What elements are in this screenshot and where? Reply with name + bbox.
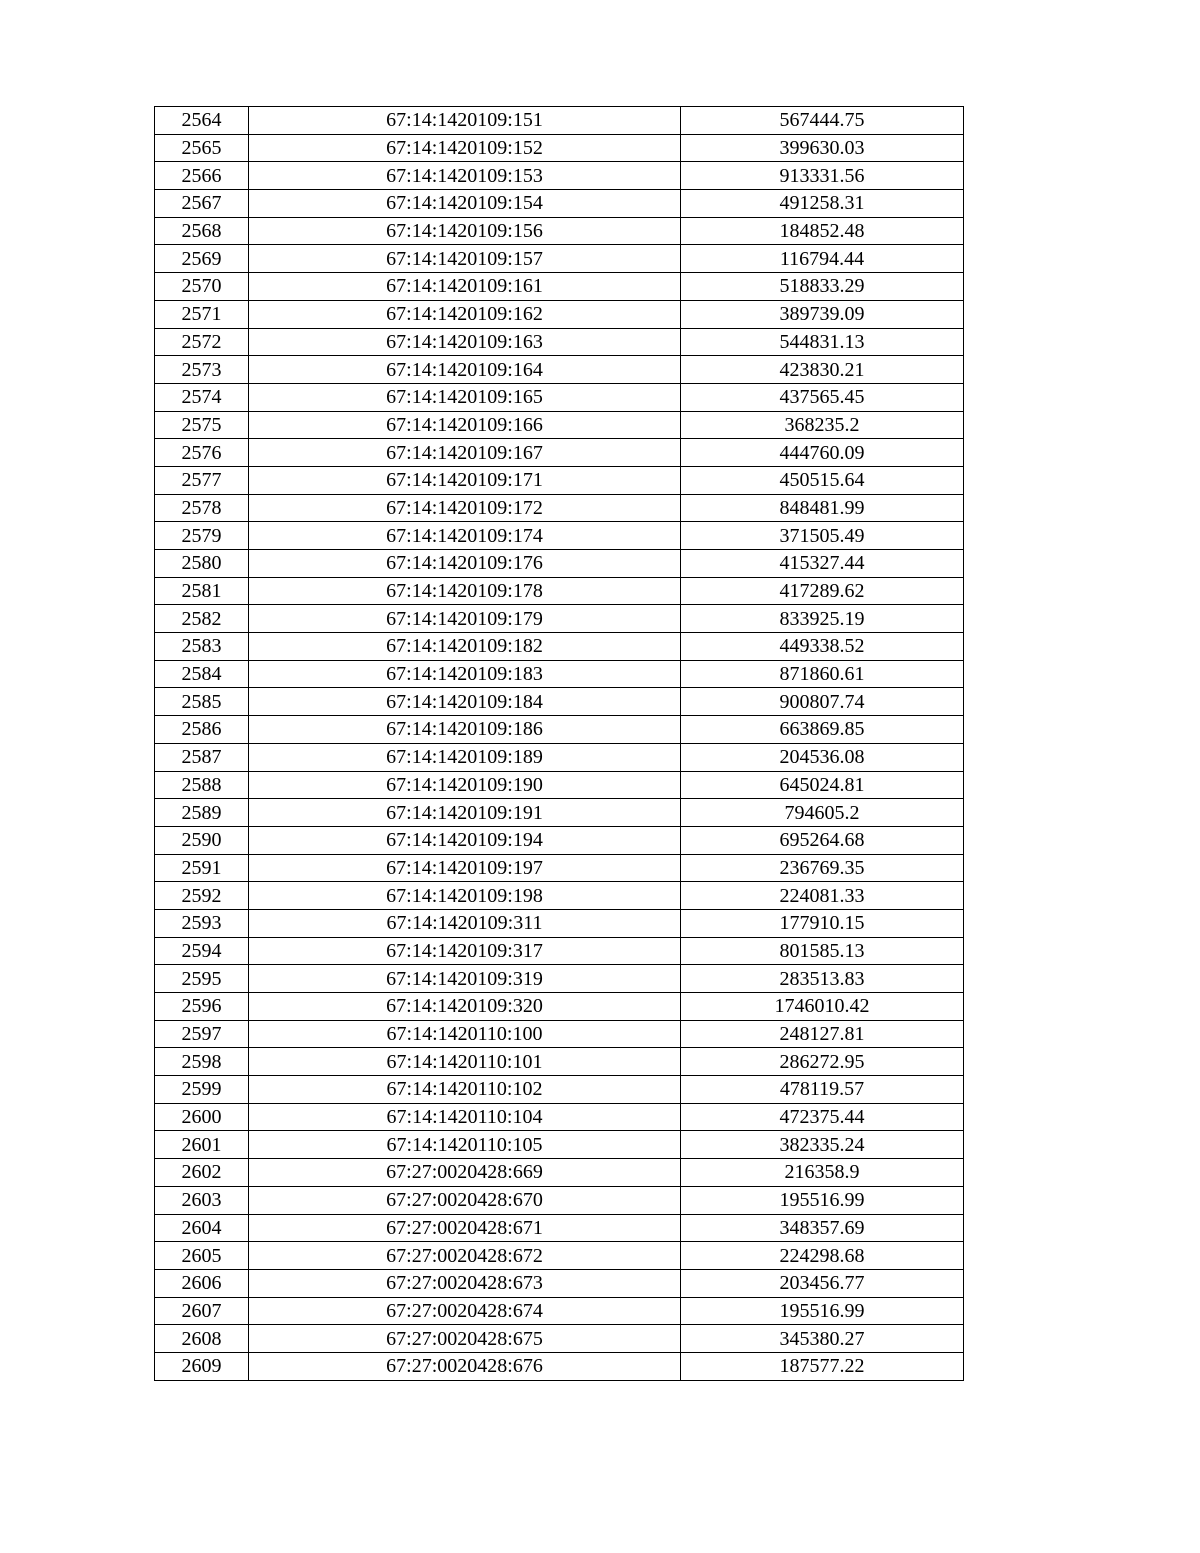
value-cell: 224081.33 bbox=[681, 882, 964, 910]
cadastral-number-cell: 67:14:1420109:176 bbox=[249, 550, 681, 578]
row-number-cell: 2584 bbox=[155, 660, 249, 688]
data-table bbox=[154, 106, 964, 1381]
table-row bbox=[155, 1020, 964, 1048]
row-number-cell: 2582 bbox=[155, 605, 249, 633]
row-number-cell: 2606 bbox=[155, 1269, 249, 1297]
row-number-cell: 2586 bbox=[155, 716, 249, 744]
cadastral-number-cell: 67:27:0020428:675 bbox=[249, 1325, 681, 1353]
row-number-cell: 2593 bbox=[155, 909, 249, 937]
cadastral-number-cell: 67:14:1420109:190 bbox=[249, 771, 681, 799]
table-row bbox=[155, 439, 964, 467]
row-number-cell: 2590 bbox=[155, 826, 249, 854]
value-cell: 794605.2 bbox=[681, 799, 964, 827]
table-row bbox=[155, 1186, 964, 1214]
cadastral-number-cell: 67:14:1420109:161 bbox=[249, 273, 681, 301]
value-cell: 348357.69 bbox=[681, 1214, 964, 1242]
cadastral-number-cell: 67:14:1420110:104 bbox=[249, 1103, 681, 1131]
table-row bbox=[155, 466, 964, 494]
cadastral-number-cell: 67:14:1420109:171 bbox=[249, 466, 681, 494]
value-cell: 286272.95 bbox=[681, 1048, 964, 1076]
cadastral-number-cell: 67:27:0020428:672 bbox=[249, 1242, 681, 1270]
row-number-cell: 2569 bbox=[155, 245, 249, 273]
value-cell: 368235.2 bbox=[681, 411, 964, 439]
row-number-cell: 2605 bbox=[155, 1242, 249, 1270]
cadastral-number-cell: 67:14:1420109:151 bbox=[249, 107, 681, 135]
cadastral-number-cell: 67:27:0020428:669 bbox=[249, 1159, 681, 1187]
table-row bbox=[155, 937, 964, 965]
table-row bbox=[155, 660, 964, 688]
value-cell: 236769.35 bbox=[681, 854, 964, 882]
table-row bbox=[155, 688, 964, 716]
value-cell: 518833.29 bbox=[681, 273, 964, 301]
table-row bbox=[155, 522, 964, 550]
value-cell: 663869.85 bbox=[681, 716, 964, 744]
row-number-cell: 2577 bbox=[155, 466, 249, 494]
cadastral-number-cell: 67:14:1420109:189 bbox=[249, 743, 681, 771]
value-cell: 491258.31 bbox=[681, 190, 964, 218]
value-cell: 444760.09 bbox=[681, 439, 964, 467]
table-row bbox=[155, 716, 964, 744]
cadastral-number-cell: 67:14:1420109:166 bbox=[249, 411, 681, 439]
value-cell: 248127.81 bbox=[681, 1020, 964, 1048]
value-cell: 913331.56 bbox=[681, 162, 964, 190]
row-number-cell: 2565 bbox=[155, 134, 249, 162]
row-number-cell: 2574 bbox=[155, 383, 249, 411]
cadastral-number-cell: 67:14:1420109:165 bbox=[249, 383, 681, 411]
cadastral-number-cell: 67:14:1420109:172 bbox=[249, 494, 681, 522]
value-cell: 382335.24 bbox=[681, 1131, 964, 1159]
value-cell: 195516.99 bbox=[681, 1186, 964, 1214]
row-number-cell: 2607 bbox=[155, 1297, 249, 1325]
row-number-cell: 2575 bbox=[155, 411, 249, 439]
table-row bbox=[155, 799, 964, 827]
cadastral-number-cell: 67:14:1420109:183 bbox=[249, 660, 681, 688]
value-cell: 472375.44 bbox=[681, 1103, 964, 1131]
value-cell: 345380.27 bbox=[681, 1325, 964, 1353]
cadastral-number-cell: 67:27:0020428:674 bbox=[249, 1297, 681, 1325]
row-number-cell: 2587 bbox=[155, 743, 249, 771]
cadastral-number-cell: 67:14:1420109:152 bbox=[249, 134, 681, 162]
value-cell: 695264.68 bbox=[681, 826, 964, 854]
value-cell: 544831.13 bbox=[681, 328, 964, 356]
row-number-cell: 2578 bbox=[155, 494, 249, 522]
cadastral-number-cell: 67:27:0020428:670 bbox=[249, 1186, 681, 1214]
value-cell: 224298.68 bbox=[681, 1242, 964, 1270]
row-number-cell: 2571 bbox=[155, 300, 249, 328]
cadastral-number-cell: 67:14:1420109:319 bbox=[249, 965, 681, 993]
value-cell: 184852.48 bbox=[681, 217, 964, 245]
table-row bbox=[155, 383, 964, 411]
value-cell: 437565.45 bbox=[681, 383, 964, 411]
table-row bbox=[155, 273, 964, 301]
table-row bbox=[155, 550, 964, 578]
value-cell: 389739.09 bbox=[681, 300, 964, 328]
table-row bbox=[155, 605, 964, 633]
row-number-cell: 2595 bbox=[155, 965, 249, 993]
value-cell: 833925.19 bbox=[681, 605, 964, 633]
table-row bbox=[155, 1076, 964, 1104]
value-cell: 645024.81 bbox=[681, 771, 964, 799]
cadastral-number-cell: 67:14:1420109:157 bbox=[249, 245, 681, 273]
value-cell: 203456.77 bbox=[681, 1269, 964, 1297]
row-number-cell: 2579 bbox=[155, 522, 249, 550]
row-number-cell: 2601 bbox=[155, 1131, 249, 1159]
row-number-cell: 2600 bbox=[155, 1103, 249, 1131]
value-cell: 195516.99 bbox=[681, 1297, 964, 1325]
cadastral-number-cell: 67:14:1420109:320 bbox=[249, 993, 681, 1021]
table-row bbox=[155, 1159, 964, 1187]
row-number-cell: 2583 bbox=[155, 633, 249, 661]
value-cell: 415327.44 bbox=[681, 550, 964, 578]
value-cell: 399630.03 bbox=[681, 134, 964, 162]
row-number-cell: 2608 bbox=[155, 1325, 249, 1353]
cadastral-number-cell: 67:14:1420109:156 bbox=[249, 217, 681, 245]
table-row bbox=[155, 494, 964, 522]
cadastral-number-cell: 67:14:1420110:102 bbox=[249, 1076, 681, 1104]
row-number-cell: 2597 bbox=[155, 1020, 249, 1048]
value-cell: 283513.83 bbox=[681, 965, 964, 993]
table-row bbox=[155, 134, 964, 162]
row-number-cell: 2592 bbox=[155, 882, 249, 910]
table-row bbox=[155, 162, 964, 190]
table-row bbox=[155, 245, 964, 273]
row-number-cell: 2580 bbox=[155, 550, 249, 578]
cadastral-number-cell: 67:14:1420109:197 bbox=[249, 854, 681, 882]
cadastral-number-cell: 67:14:1420109:162 bbox=[249, 300, 681, 328]
value-cell: 801585.13 bbox=[681, 937, 964, 965]
row-number-cell: 2570 bbox=[155, 273, 249, 301]
row-number-cell: 2609 bbox=[155, 1352, 249, 1380]
cadastral-number-cell: 67:14:1420109:191 bbox=[249, 799, 681, 827]
cadastral-number-cell: 67:14:1420110:100 bbox=[249, 1020, 681, 1048]
row-number-cell: 2598 bbox=[155, 1048, 249, 1076]
table-row bbox=[155, 882, 964, 910]
cadastral-number-cell: 67:14:1420109:163 bbox=[249, 328, 681, 356]
table-row bbox=[155, 300, 964, 328]
cadastral-number-cell: 67:14:1420110:105 bbox=[249, 1131, 681, 1159]
cadastral-number-cell: 67:14:1420109:164 bbox=[249, 356, 681, 384]
table-row bbox=[155, 411, 964, 439]
table-row bbox=[155, 743, 964, 771]
table-row bbox=[155, 328, 964, 356]
row-number-cell: 2573 bbox=[155, 356, 249, 384]
cadastral-number-cell: 67:14:1420109:178 bbox=[249, 577, 681, 605]
cadastral-number-cell: 67:14:1420109:194 bbox=[249, 826, 681, 854]
table-row bbox=[155, 1242, 964, 1270]
table-row bbox=[155, 965, 964, 993]
table-row bbox=[155, 217, 964, 245]
table-row bbox=[155, 356, 964, 384]
value-cell: 871860.61 bbox=[681, 660, 964, 688]
value-cell: 1746010.42 bbox=[681, 993, 964, 1021]
table-row bbox=[155, 826, 964, 854]
cadastral-number-cell: 67:14:1420109:184 bbox=[249, 688, 681, 716]
row-number-cell: 2581 bbox=[155, 577, 249, 605]
cadastral-number-cell: 67:14:1420109:179 bbox=[249, 605, 681, 633]
row-number-cell: 2591 bbox=[155, 854, 249, 882]
row-number-cell: 2567 bbox=[155, 190, 249, 218]
cadastral-number-cell: 67:14:1420109:311 bbox=[249, 909, 681, 937]
table-row bbox=[155, 577, 964, 605]
cadastral-number-cell: 67:14:1420109:153 bbox=[249, 162, 681, 190]
table-row bbox=[155, 1103, 964, 1131]
row-number-cell: 2576 bbox=[155, 439, 249, 467]
row-number-cell: 2602 bbox=[155, 1159, 249, 1187]
value-cell: 177910.15 bbox=[681, 909, 964, 937]
table-row bbox=[155, 1352, 964, 1380]
cadastral-number-cell: 67:27:0020428:673 bbox=[249, 1269, 681, 1297]
cadastral-number-cell: 67:14:1420109:167 bbox=[249, 439, 681, 467]
table-row bbox=[155, 1214, 964, 1242]
cadastral-number-cell: 67:14:1420109:154 bbox=[249, 190, 681, 218]
value-cell: 900807.74 bbox=[681, 688, 964, 716]
cadastral-number-cell: 67:14:1420109:174 bbox=[249, 522, 681, 550]
table-row bbox=[155, 190, 964, 218]
table-row bbox=[155, 1048, 964, 1076]
table-row bbox=[155, 1297, 964, 1325]
cadastral-number-cell: 67:14:1420109:182 bbox=[249, 633, 681, 661]
table-row bbox=[155, 107, 964, 135]
cadastral-number-cell: 67:14:1420109:198 bbox=[249, 882, 681, 910]
row-number-cell: 2585 bbox=[155, 688, 249, 716]
table-row bbox=[155, 854, 964, 882]
value-cell: 216358.9 bbox=[681, 1159, 964, 1187]
value-cell: 204536.08 bbox=[681, 743, 964, 771]
value-cell: 848481.99 bbox=[681, 494, 964, 522]
row-number-cell: 2589 bbox=[155, 799, 249, 827]
table-body bbox=[155, 107, 964, 1381]
table-row bbox=[155, 909, 964, 937]
value-cell: 423830.21 bbox=[681, 356, 964, 384]
value-cell: 450515.64 bbox=[681, 466, 964, 494]
value-cell: 567444.75 bbox=[681, 107, 964, 135]
cadastral-number-cell: 67:14:1420110:101 bbox=[249, 1048, 681, 1076]
row-number-cell: 2596 bbox=[155, 993, 249, 1021]
cadastral-number-cell: 67:27:0020428:671 bbox=[249, 1214, 681, 1242]
cadastral-number-cell: 67:14:1420109:317 bbox=[249, 937, 681, 965]
value-cell: 449338.52 bbox=[681, 633, 964, 661]
table-row bbox=[155, 633, 964, 661]
row-number-cell: 2588 bbox=[155, 771, 249, 799]
table-row bbox=[155, 771, 964, 799]
value-cell: 187577.22 bbox=[681, 1352, 964, 1380]
value-cell: 417289.62 bbox=[681, 577, 964, 605]
row-number-cell: 2572 bbox=[155, 328, 249, 356]
cadastral-number-cell: 67:14:1420109:186 bbox=[249, 716, 681, 744]
cadastral-number-cell: 67:27:0020428:676 bbox=[249, 1352, 681, 1380]
value-cell: 116794.44 bbox=[681, 245, 964, 273]
row-number-cell: 2566 bbox=[155, 162, 249, 190]
row-number-cell: 2594 bbox=[155, 937, 249, 965]
row-number-cell: 2564 bbox=[155, 107, 249, 135]
row-number-cell: 2599 bbox=[155, 1076, 249, 1104]
table-row bbox=[155, 1325, 964, 1353]
table-row bbox=[155, 1131, 964, 1159]
table-row bbox=[155, 993, 964, 1021]
value-cell: 371505.49 bbox=[681, 522, 964, 550]
value-cell: 478119.57 bbox=[681, 1076, 964, 1104]
table-row bbox=[155, 1269, 964, 1297]
row-number-cell: 2568 bbox=[155, 217, 249, 245]
row-number-cell: 2603 bbox=[155, 1186, 249, 1214]
row-number-cell: 2604 bbox=[155, 1214, 249, 1242]
